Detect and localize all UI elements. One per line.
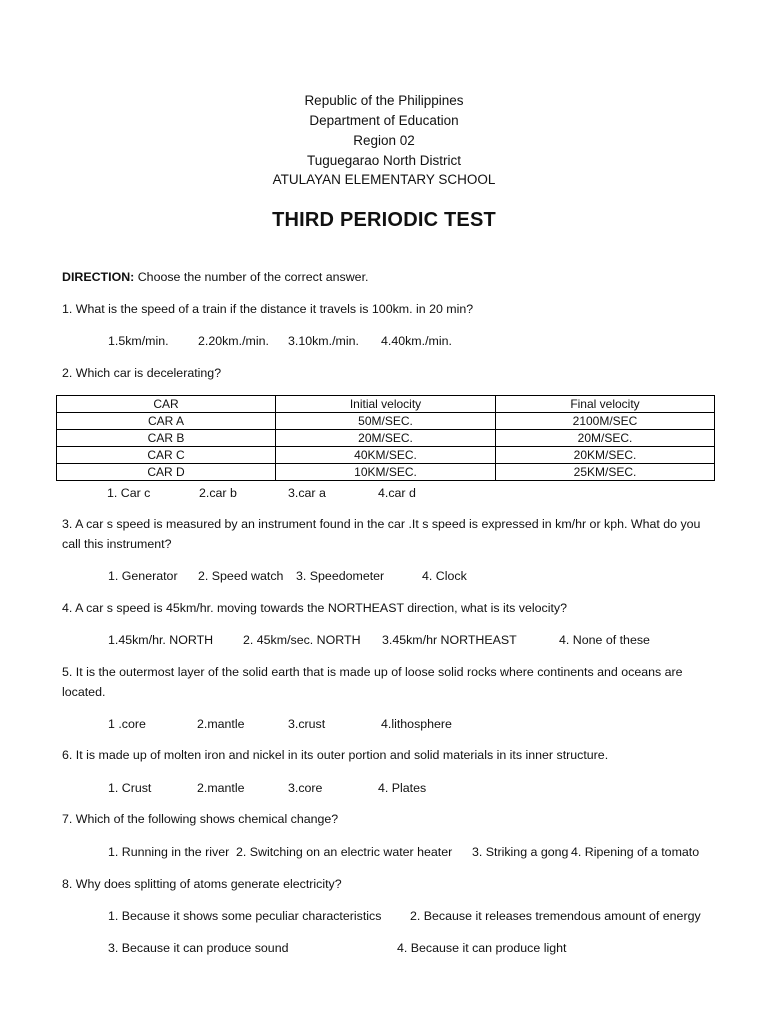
option: 3.car a <box>288 486 326 500</box>
page-title: THIRD PERIODIC TEST <box>272 209 496 231</box>
option: 2.mantle <box>197 781 245 795</box>
table-cell: CAR A <box>57 413 276 430</box>
table-row <box>57 447 715 464</box>
header-school: ATULAYAN ELEMENTARY SCHOOL <box>272 172 496 187</box>
direction-text: Choose the number of the correct answer. <box>134 270 369 284</box>
question-8: 8. Why does splitting of atoms generate electricity? <box>62 877 342 891</box>
question-5: 5. It is the outermost layer of the solid earth that is made up of loose solid rocks where continents and oceans are located. <box>62 665 683 699</box>
option: 4. Ripening of a tomato <box>571 845 700 859</box>
option: 4. Because it can produce light <box>397 941 567 955</box>
table-cell: CAR B <box>57 430 276 447</box>
option: 1. Because it shows some peculiar characteristics <box>108 909 382 923</box>
question-3: 3. A car s speed is measured by an instrument found in the car .It s speed is expressed in km/hr or kph. What do you call this instrument? <box>62 517 701 551</box>
table-header: Final velocity <box>496 396 715 413</box>
table-cell: 20KM/SEC. <box>496 447 715 464</box>
option: 4.40km./min. <box>381 334 452 348</box>
option: 2. Because it releases tremendous amount of energy <box>410 909 701 923</box>
table-cell: 2100M/SEC <box>496 413 715 430</box>
option: 3.45km/hr NORTHEAST <box>382 633 517 647</box>
table-cell: CAR C <box>57 447 276 464</box>
option: 4. Clock <box>422 569 467 583</box>
option: 4.car d <box>378 486 416 500</box>
table-cell: 20M/SEC. <box>496 430 715 447</box>
option: 3.core <box>288 781 323 795</box>
option: 3.10km./min. <box>288 334 359 348</box>
table-header: Initial velocity <box>276 396 496 413</box>
option: 2.car b <box>199 486 237 500</box>
option: 1. Car c <box>107 486 151 500</box>
table-cell: 25KM/SEC. <box>496 464 715 481</box>
table-cell: 20M/SEC. <box>276 430 496 447</box>
option: 1.45km/hr. NORTH <box>108 633 214 647</box>
option: 1. Crust <box>108 781 152 795</box>
question-2: 2. Which car is decelerating? <box>62 366 222 380</box>
header-department: Department of Education <box>309 113 459 128</box>
question-1: 1. What is the speed of a train if the distance it travels is 100km. in 20 min? <box>62 302 474 316</box>
option: 2. 45km/sec. NORTH <box>243 633 361 647</box>
header-republic: Republic of the Philippines <box>304 93 464 108</box>
table-cell: 50M/SEC. <box>276 413 496 430</box>
table-cell: CAR D <box>57 464 276 481</box>
option: 4. None of these <box>559 633 650 647</box>
option: 3. Striking a gong <box>472 845 569 859</box>
direction <box>62 268 722 286</box>
option: 3. Because it can produce sound <box>108 941 289 955</box>
option: 2. Speed watch <box>198 569 284 583</box>
table-cell: 40KM/SEC. <box>276 447 496 464</box>
question-7: 7. Which of the following shows chemical change? <box>62 812 339 826</box>
table-cell: 10KM/SEC. <box>276 464 496 481</box>
table-row <box>57 413 715 430</box>
option: 3. Speedometer <box>296 569 385 583</box>
table-header: CAR <box>57 396 276 413</box>
option: 4. Plates <box>378 781 427 795</box>
option: 1.5km/min. <box>108 334 169 348</box>
option: 2. Switching on an electric water heater <box>236 845 453 859</box>
direction-label: DIRECTION: <box>62 270 135 284</box>
question-6: 6. It is made up of molten iron and nickel in its outer portion and solid materials in its inner structure. <box>62 748 609 762</box>
table-row <box>57 430 715 447</box>
option: 3.crust <box>288 717 326 731</box>
option: 1 .core <box>108 717 146 731</box>
table-header-row <box>57 396 715 413</box>
table-row <box>57 464 715 481</box>
velocity-table <box>56 395 715 481</box>
header-district: Tuguegarao North District <box>306 153 462 168</box>
question-4: 4. A car s speed is 45km/hr. moving towards the NORTHEAST direction, what is its velocity? <box>62 601 568 615</box>
option: 4.lithosphere <box>381 717 452 731</box>
option: 2.mantle <box>197 717 245 731</box>
option: 2.20km./min. <box>198 334 269 348</box>
option: 1. Generator <box>108 569 178 583</box>
option: 1. Running in the river <box>108 845 230 859</box>
header-region: Region 02 <box>353 133 415 148</box>
